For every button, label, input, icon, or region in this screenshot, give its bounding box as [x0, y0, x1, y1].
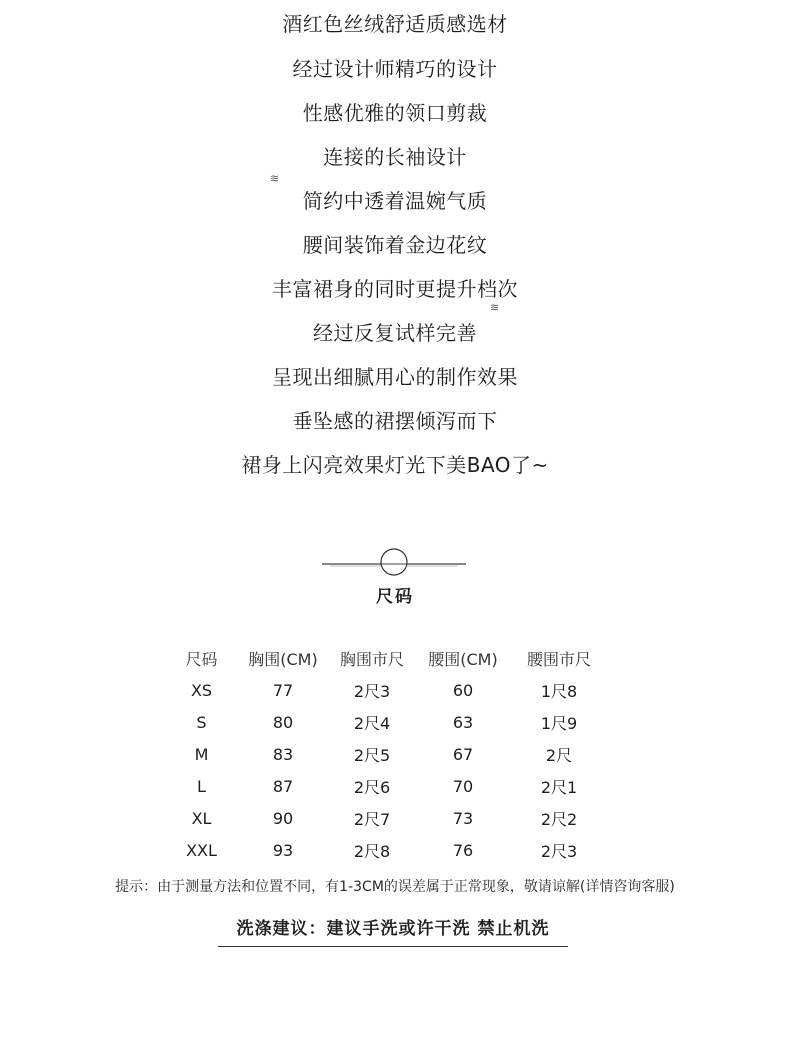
description-line: 经过反复试样完善 — [313, 321, 477, 345]
table-cell: S — [196, 712, 207, 732]
table-cell: 2尺1 — [540, 777, 578, 797]
table-cell: 2尺8 — [353, 841, 391, 861]
column-header: 腰围市尺 — [526, 649, 591, 669]
table-cell: 2尺5 — [353, 745, 391, 765]
table-cell: 2尺6 — [353, 777, 391, 797]
column-header: 胸围市尺 — [339, 649, 404, 669]
table-row — [164, 834, 609, 866]
table-cell: 2尺7 — [353, 809, 391, 829]
description-line: 裙身上闪亮效果灯光下美BAO了~ — [241, 453, 549, 477]
table-cell: 93 — [272, 840, 294, 860]
description-line: 腰间装饰着金边花纹 — [302, 233, 488, 257]
table-cell: 90 — [272, 808, 294, 828]
table-header-row — [164, 642, 609, 674]
table-cell: XXL — [186, 840, 217, 860]
wave-ornament-icon: ≋ — [270, 172, 279, 185]
description-line: 连接的长袖设计 — [323, 145, 467, 169]
table-cell: 87 — [272, 776, 294, 796]
description-line: 垂坠感的裙摆倾泻而下 — [292, 409, 498, 433]
wave-ornament-icon: ≋ — [490, 301, 499, 314]
table-cell: 1尺9 — [540, 713, 578, 733]
table-cell: 2尺2 — [540, 809, 578, 829]
table-cell: XL — [191, 808, 212, 828]
description-line: 呈现出细腻用心的制作效果 — [272, 365, 518, 389]
measurement-note: 提示：由于测量方法和位置不同，有1-3CM的误差属于正常现象，敬请谅解(详情咨询客服) — [115, 879, 675, 895]
table-row — [164, 706, 609, 738]
table-cell: L — [197, 776, 206, 796]
description-line: 简约中透着温婉气质 — [302, 189, 488, 213]
table-cell: XS — [190, 680, 213, 700]
table-row — [164, 770, 609, 802]
column-header: 胸围(CM) — [248, 649, 318, 669]
table-cell: 2尺3 — [353, 681, 391, 701]
table-cell: 2尺 — [545, 745, 573, 765]
table-row — [164, 802, 609, 834]
table-cell: M — [194, 744, 209, 764]
table-cell: 2尺4 — [353, 713, 391, 733]
size-table — [164, 642, 609, 866]
table-cell: 83 — [272, 744, 294, 764]
table-cell: 67 — [452, 744, 474, 764]
description-line: 经过设计师精巧的设计 — [292, 57, 498, 81]
description-line: 性感优雅的领口剪裁 — [302, 101, 488, 125]
table-cell: 70 — [452, 776, 474, 796]
column-header: 尺码 — [185, 649, 218, 669]
description-line: 酒红色丝绒舒适质感选材 — [282, 12, 508, 36]
table-cell: 76 — [452, 840, 474, 860]
description-line: 丰富裙身的同时更提升档次 — [272, 277, 518, 301]
table-row — [164, 674, 609, 706]
table-cell: 63 — [452, 712, 474, 732]
size-section-title: 尺码 — [376, 587, 414, 607]
table-cell: 2尺3 — [540, 841, 578, 861]
column-header: 腰围(CM) — [428, 649, 498, 669]
table-cell: 77 — [272, 680, 294, 700]
table-cell: 73 — [452, 808, 474, 828]
circle-divider-icon — [320, 546, 468, 582]
table-cell: 60 — [452, 680, 474, 700]
table-cell: 80 — [272, 712, 294, 732]
table-cell: 1尺8 — [540, 681, 578, 701]
table-row — [164, 738, 609, 770]
care-instructions: 洗涤建议：建议手洗或许干洗 禁止机洗 — [218, 914, 568, 947]
